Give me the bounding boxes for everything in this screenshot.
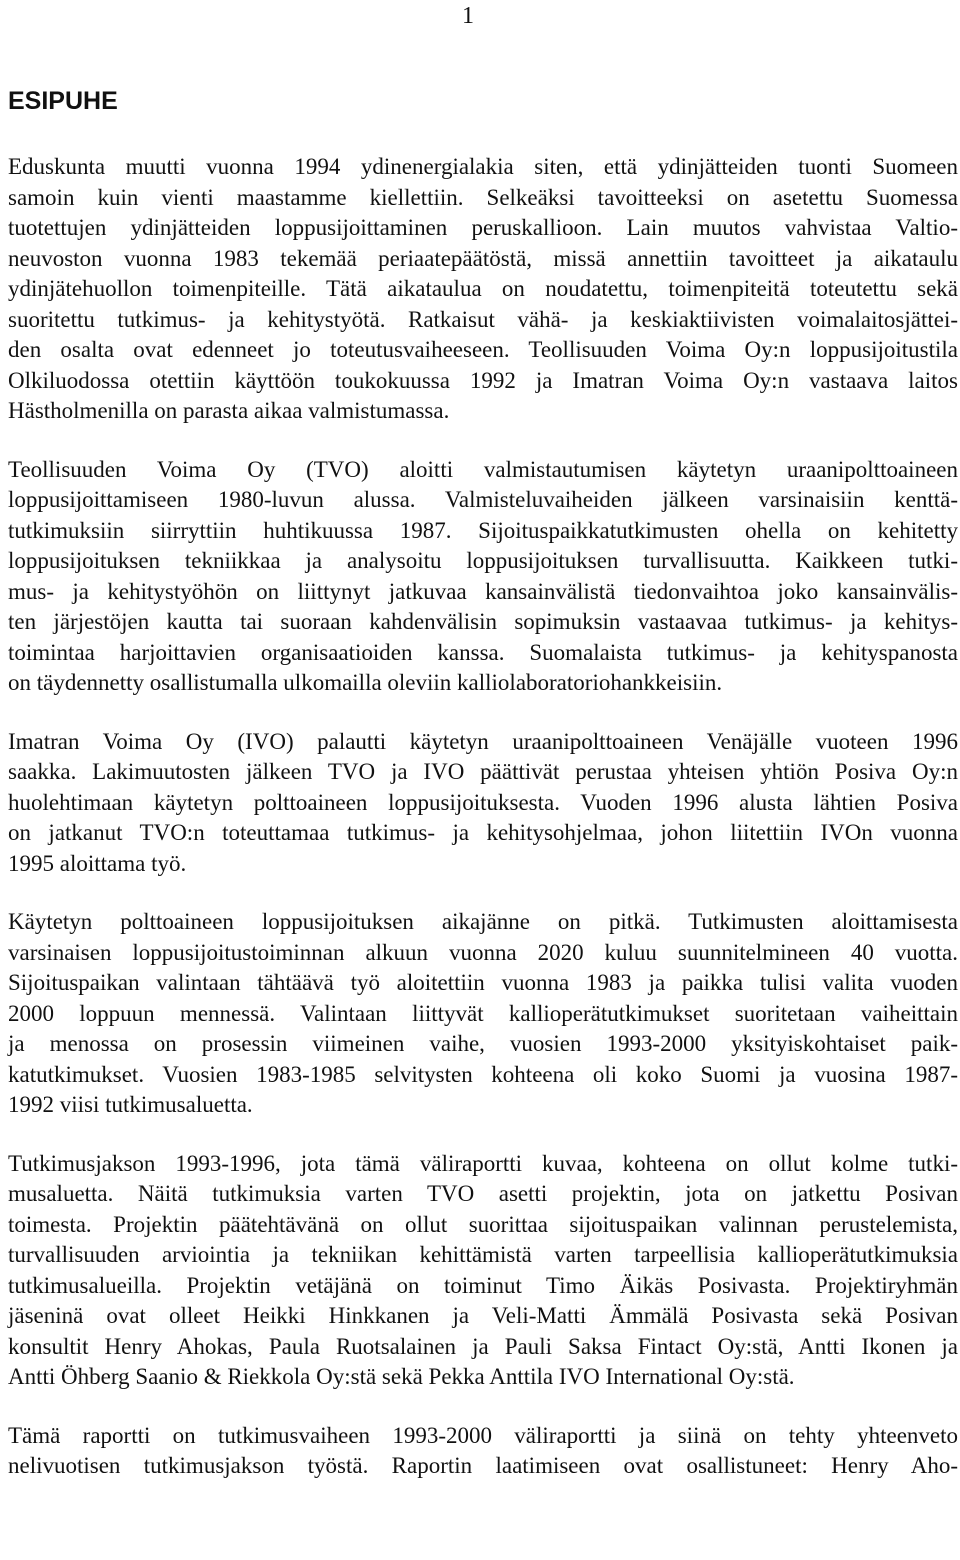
text-line: tutkimuksiin siirryttiin huhtikuussa 1987. Sijoituspaikkatutkimusten ohella on kehitetty	[8, 517, 958, 543]
paragraph	[8, 907, 958, 1121]
paragraph	[8, 727, 958, 880]
text-line: Hästholmenilla on parasta aikaa valmistumassa.	[8, 398, 450, 423]
text-line: loppusijoituksen tekniikkaa ja analysoitu loppusijoituksen turvallisuutta. Kaikkeen tutki-	[8, 548, 958, 573]
text-line: Tutkimusjakson 1993-1996, jota tämä väliraportti kuvaa, kohteena on ollut kolme tutki-	[8, 1150, 958, 1176]
text-line: 2000 loppuun mennessä. Valintaan liittyvät kallioperätutkimukset suoritetaan vaiheittain	[8, 1000, 958, 1026]
text-line: Teollisuuden Voima Oy (TVO) aloitti valmistautumisen käytetyn uraanipolttoaineen	[8, 456, 958, 482]
paragraph	[8, 1149, 958, 1393]
text-line: toimintaa harjoittavien organisaatioiden kanssa. Suomalaista tutkimus- ja kehityspanosta	[8, 639, 958, 665]
text-line: 1992 viisi tutkimusaluetta.	[8, 1092, 253, 1117]
text-line: mus- ja kehitystyöhön on liittynyt jatkuvaa kansainvälistä tiedonvaihtoa joko kansainvälis-	[8, 578, 958, 604]
text-line: musaluetta. Näitä tutkimuksia varten TVO asetti projektin, jota on jatkettu Posivan	[8, 1181, 958, 1206]
text-line: katutkimukset. Vuosien 1983-1985 selvitysten kohteena oli koko Suomi ja vuosina 1987-	[8, 1061, 958, 1087]
text-line: tutkimusalueilla. Projektin vetäjänä on toiminut Timo Äikäs Posivasta. Projektiryhmän	[8, 1272, 958, 1298]
text-line: ten järjestöjen kautta tai suoraan kahdenvälisin sopimuksin vastaavaa tutkimus- ja kehitys-	[8, 609, 958, 634]
text-line: ja menossa on prosessin viimeinen vaihe, vuosien 1993-2000 yksityiskohtaiset paik-	[8, 1031, 958, 1056]
text-line: loppusijoittamiseen 1980-luvun alussa. Valmisteluvaiheiden jälkeen varsinaisiin kenttä-	[8, 487, 958, 512]
text-line: Eduskunta muutti vuonna 1994 ydinenergialakia siten, että ydinjätteiden tuonti Suomeen	[8, 154, 958, 179]
paragraph	[8, 455, 958, 699]
text-line: ydinjätehuollon toimenpiteille. Tätä aikataulua on noudatettu, toimenpiteitä toteutettu sekä	[8, 276, 958, 301]
text-line: jäseninä ovat olleet Heikki Hinkkanen ja Veli-Matti Ämmälä Posivasta sekä Posivan	[8, 1303, 958, 1328]
text-line: neuvoston vuonna 1983 tekemää periaatepäätöstä, missä annettiin tavoitteet ja aikataulu	[8, 245, 958, 271]
text-line: toimesta. Projektin päätehtävänä on ollut suorittaa sijoituspaikan valinnan perustelemista,	[8, 1211, 958, 1237]
text-line: den osalta ovat edenneet jo toteutusvaiheeseen. Teollisuuden Voima Oy:n loppusijoitustila	[8, 337, 958, 362]
text-line: on jatkanut TVO:n toteuttamaa tutkimus- ja kehitysohjelmaa, johon liitettiin IVOn vuonna	[8, 820, 958, 845]
paragraph	[8, 152, 958, 427]
text-line: tuotettujen ydinjätteiden loppusijoittaminen peruskallioon. Lain muutos vahvistaa Valtio-	[8, 215, 958, 240]
page-crop-edge	[0, 1556, 960, 1560]
text-line: Antti Öhberg Saanio & Riekkola Oy:stä sekä Pekka Anttila IVO International Oy:stä.	[8, 1364, 795, 1389]
text-line: varsinaisen loppusijoitustoiminnan alkuun vuonna 2020 kuluu suunnitelmineen 40 vuotta.	[8, 939, 958, 965]
text-line: Imatran Voima Oy (IVO) palautti käytetyn uraanipolttoaineen Venäjälle vuoteen 1996	[8, 728, 958, 754]
page-number: 1	[462, 3, 474, 29]
text-line: 1995 aloittama työ.	[8, 850, 187, 876]
text-line: Tämä raportti on tutkimusvaiheen 1993-2000 väliraportti ja siinä on tehty yhteenveto	[8, 1422, 958, 1448]
text-line: Käytetyn polttoaineen loppusijoituksen aikajänne on pitkä. Tutkimusten aloittamisesta	[8, 909, 958, 934]
text-line: konsultit Henry Ahokas, Paula Ruotsalainen ja Pauli Saksa Fintact Oy:stä, Antti Ikonen ja	[8, 1333, 958, 1359]
text-line: samoin kuin vienti maastamme kiellettiin. Selkeäksi tavoitteeksi on asetettu Suomessa	[8, 184, 958, 210]
text-line: nelivuotisen tutkimusjakson työstä. Raportin laatimiseen ovat osallistuneet: Henry Aho-	[8, 1453, 958, 1478]
section-heading: ESIPUHE	[8, 87, 118, 115]
text-line: huolehtimaan käytetyn polttoaineen loppusijoituksesta. Vuoden 1996 alusta lähtien Posiva	[8, 789, 958, 815]
text-line: saakka. Lakimuutosten jälkeen TVO ja IVO päättivät perustaa yhteisen yhtiön Posiva Oy:n	[8, 759, 958, 784]
body-text	[8, 152, 958, 1510]
text-line: turvallisuuden arviointia ja tekniikan kehittämistä varten tarpeellisia kallioperätutkimuksia	[8, 1242, 958, 1267]
text-line: suoritettu tutkimus- ja kehitystyötä. Ratkaisut vähä- ja keskiaktiivisten voimalaitosjättei-	[8, 306, 958, 332]
text-line: Olkiluodossa otettiin käyttöön toukokuussa 1992 ja Imatran Voima Oy:n vastaava laitos	[8, 367, 958, 393]
text-line: Sijoituspaikan valintaan tähtäävä työ aloitettiin vuonna 1983 ja paikka tulisi valita vuoden	[8, 970, 958, 995]
text-line: on täydennetty osallistumalla ulkomailla oleviin kalliolaboratoriohankkeisiin.	[8, 670, 723, 695]
paragraph	[8, 1421, 958, 1482]
